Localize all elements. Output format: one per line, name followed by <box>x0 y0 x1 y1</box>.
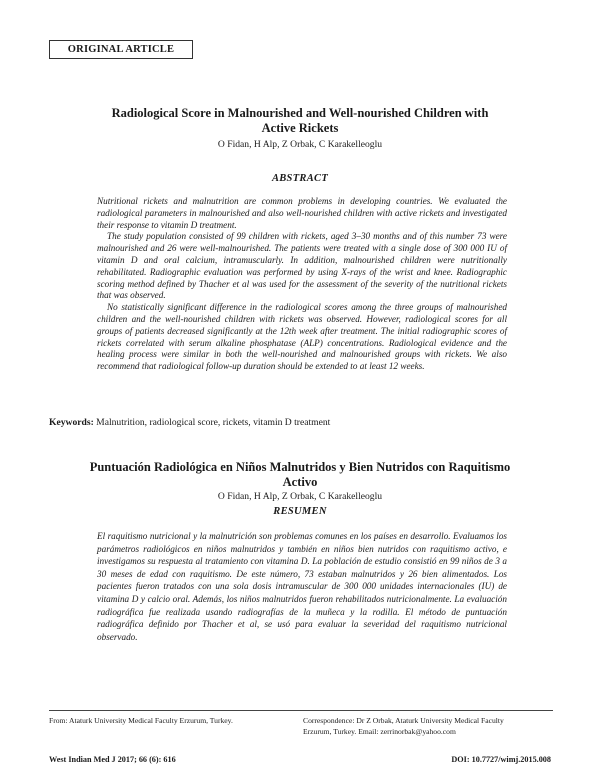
article-title-line-2: Active Rickets <box>261 121 339 135</box>
correspondence-line-2: Erzurum, Turkey. Email: zerrinorbak@yahoo.com <box>303 726 456 736</box>
resumen-body <box>97 530 507 643</box>
abstract-paragraph-2: The study population consisted of 99 children with rickets, aged 3–30 months and of this number 73 were malnourished and 26 were well-malnourished. The patients were treated with a single dose of 300 000 IU of vitamin D and oral calcium, intramuscularly. In addition, malnourished children were nutritionally rehabilitated. Radiographic evaluation was performed by using X-rays of the wrist and knee. Radiographic scoring method defined by Thacher et al was used for the assessment of the severity of the nutritional rickets that was observed. <box>97 231 507 301</box>
article-title <box>60 106 540 136</box>
spanish-author-list: O Fidan, H Alp, Z Orbak, C Karakelleoglu <box>217 491 383 502</box>
keywords-label: Keywords: <box>49 417 94 428</box>
abstract-body <box>97 196 507 373</box>
article-title-line-1: Radiological Score in Malnourished and Well-nourished Children with <box>111 106 489 120</box>
affiliation-note: From: Ataturk University Medical Faculty Erzurum, Turkey. <box>49 716 233 725</box>
resumen-heading: RESUMEN <box>273 506 327 517</box>
abstract-paragraph-3: No statistically significant difference in the radiological scores among the three groups of malnourished children and the well-nourished children with rickets was observed. However, radiological scores for all groups of patients decreased significantly at the 12th week after treatment. The initial radiographic scores of rickets correlated with serum alkaline phosphatase (ALP) concentrations. Radiological evidence and the healing process were similar in both the well-nourished and malnourished groups with rickets. We also recommend that radiological follow-up duration should be extended to at least 12 weeks. <box>97 302 507 372</box>
resumen-paragraph: El raquitismo nutricional y la malnutrición son problemas comunes en los países en desarrollo. Evaluamos los parámetros radiológicos en niños malnutridos y también en niños bien nutridos con raquitismo activo, e investigamos su respuesta al tratamiento con vitamina D. La población de estudio consistió en 99 niños de 3 a 30 meses de edad con raquitismo. De este número, 73 estaban malnutridos y 26 bien alimentados. Los pacientes fueron tratados con una sola dosis intramuscular de 300 000 unidades internacionales (IU) de vitamina D y calcio oral. Además, los niños malnutridos fueron rehabilitados nutricionalmente. La evaluación radiográfica fue realizada usando radiografías de la muñeca y la rodilla. El método de puntuación radiográfica definido por Thacher et al, se usó para evaluar la severidad del raquitismo nutricional observado. <box>97 531 507 642</box>
keywords <box>49 417 330 428</box>
abstract-paragraph-1: Nutritional rickets and malnutrition are common problems in developing countries. We evaluated the radiological parameters in malnourished and also well-nourished children with active rickets and investigated their response to vitamin D treatment. <box>97 196 507 230</box>
journal-citation: West Indian Med J 2017; 66 (6): 616 <box>49 755 176 764</box>
keywords-text: Malnutrition, radiological score, rickets, vitamin D treatment <box>96 417 331 428</box>
section-label: ORIGINAL ARTICLE <box>49 40 193 59</box>
author-list: O Fidan, H Alp, Z Orbak, C Karakelleoglu <box>217 139 383 150</box>
spanish-title-line-1: Puntuación Radiológica en Niños Malnutridos y Bien Nutridos con Raquitismo <box>89 460 511 474</box>
doi: DOI: 10.7727/wimj.2015.008 <box>451 755 551 764</box>
spanish-title <box>60 460 540 490</box>
abstract-heading: ABSTRACT <box>271 173 329 184</box>
correspondence-line-1: Correspondence: Dr Z Orbak, Ataturk University Medical Faculty <box>303 716 504 725</box>
correspondence-note <box>303 716 555 737</box>
spanish-title-line-2: Activo <box>282 475 318 489</box>
footer-divider <box>49 710 553 711</box>
